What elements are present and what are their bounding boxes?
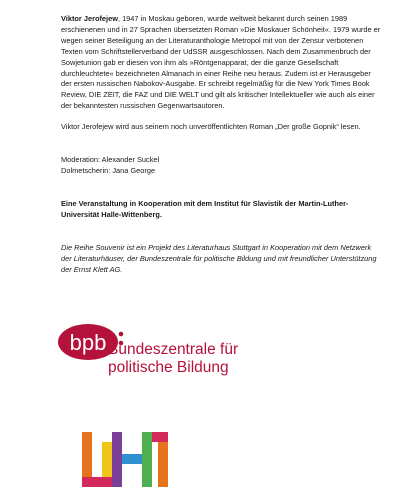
interpreter-line: Dolmetscherin: Jana George (61, 165, 156, 175)
literaturhaus-logo (82, 432, 168, 487)
bpb-logo-dot-top (119, 332, 124, 337)
lha-bar-magenta-top (152, 432, 168, 442)
cooperation-note: Eine Veranstaltung in Kooperation mit dem Institut für Slavistik der Martin-Luther-Universität Halle-Wittenberg. (61, 198, 349, 219)
lha-bar-yellow (102, 442, 112, 477)
bpb-wordmark-line1: Bundeszentrale für (108, 341, 239, 358)
bpb-logo-mark-text: bpb (69, 330, 107, 355)
document-body (61, 14, 383, 275)
lha-bar-blue (122, 454, 142, 464)
bpb-wordmark (108, 341, 238, 377)
series-note: Die Reihe Souvenir ist ein Projekt des Literaturhaus Stuttgart in Kooperation mit dem Netzwerk der Literaturhäuser, der Bundeszentrale für politische Bildung und mit freundlicher Unterstützung der Ernst Klett AG. (61, 242, 377, 274)
reading-note: Viktor Jerofejew wird aus seinem noch unveröffentlichten Roman „Der große Gopnik“ lesen. (61, 122, 361, 132)
lha-bar-orange-right (158, 442, 168, 487)
lha-bar-magenta (82, 477, 114, 487)
moderation-line: Moderation: Alexander Suckel (61, 155, 160, 165)
bio-text: , 1947 in Moskau geboren, wurde weltweit bekannt durch seinen 1989 erschienenen und in 27 Sprachen übersetzten Roman »Die Moskauer Schönheit«. 1979 wurde er wegen seiner Beteiligung an der Literaturanthologie Metropol mit von der Zensur verbotenen Texten vom Schriftstellerverband der UdSSR ausgeschlossen. Nach dem Zusammenbruch der Sowjetunion gab er diesen von ihm als »Röntgenapparat, der die ganze Gesellschaft durchleuchtete« bezeichneten Almanach in einer Reihe neu heraus. Zudem ist er Herausgeber der ersten russischen Nabokov-Ausgabe. Er schreibt regelmäßig für die New York Times Book Review, DIE ZEIT, die FAZ und DIE WELT und gilt als kritischer Intellektueller wie auch als einer der bekanntesten russischen Gegenwartsautoren. (61, 14, 381, 111)
credits (61, 155, 383, 177)
lha-bar-purple (112, 432, 122, 487)
bio-paragraph (61, 14, 383, 112)
lha-bar-green (142, 432, 152, 487)
bpb-wordmark-line2: politische Bildung (108, 359, 229, 376)
author-name: Viktor Jerofejew (61, 14, 118, 23)
